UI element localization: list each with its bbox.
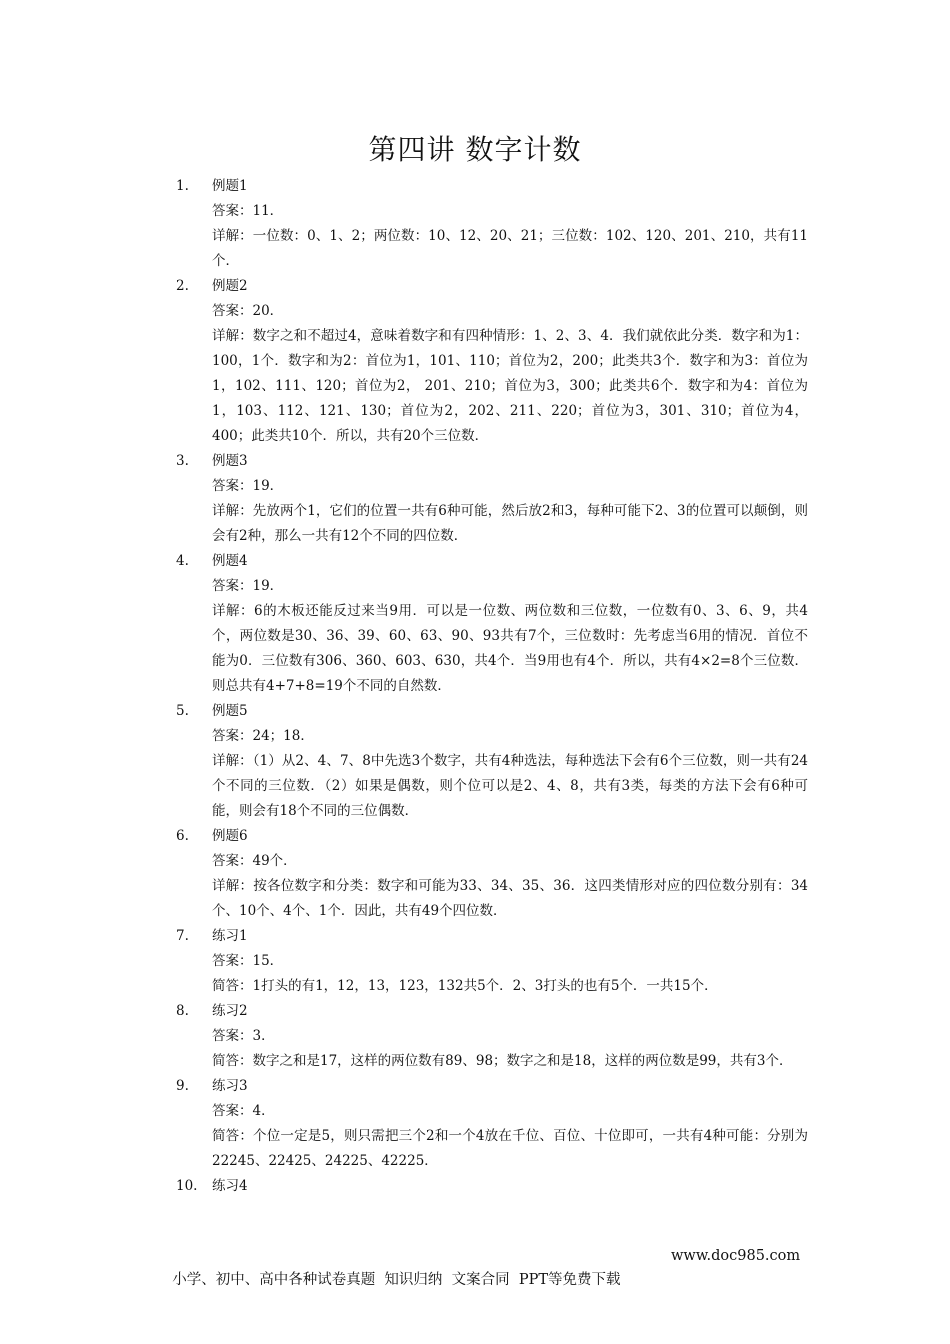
item-detail: 简答：1打头的有1，12，13，123，132共5个．2、3打头的也有5个．一共15个． [212, 978, 718, 994]
footer-text: 小学、初中、高中各种试卷真题 知识归纳 文案合同 PPT等免费下载 [172, 1272, 621, 1288]
list-item [0, 999, 950, 1074]
item-heading: 练习1 [212, 928, 248, 944]
item-detail: 详解：先放两个1，它们的位置一共有6种可能，然后放2和3，每种可能下2、3的位置可以颠倒，则会有2种，那么一共有12个不同的四位数． [212, 503, 808, 544]
item-number: 9. [176, 1078, 189, 1094]
item-number: 5. [176, 703, 189, 719]
item-answer: 答案：49个． [212, 853, 297, 869]
item-heading: 例题4 [212, 553, 248, 569]
item-number: 1. [176, 178, 189, 194]
item-number: 8. [176, 1003, 189, 1019]
list-item [0, 699, 950, 824]
item-detail: 详解：6的木板还能反过来当9用．可以是一位数、两位数和三位数，一位数有0、3、6、9，共4个，两位数是30、36、39、60、63、90、93共有7个，三位数时：先考虑当6用的情况．首位不能为0．三位数有306、360、603、630，共4个．当9用也有4个．所以，共有4×2=8个三位数．则总共有4+7+8=19个不同的自然数． [212, 603, 808, 694]
page-title: 第四讲 数字计数 [368, 133, 582, 166]
item-number: 10. [176, 1178, 198, 1194]
list-item [0, 1174, 950, 1199]
item-answer: 答案：19． [212, 578, 284, 594]
item-number: 4. [176, 553, 189, 569]
item-heading: 例题2 [212, 278, 248, 294]
item-heading: 例题3 [212, 453, 248, 469]
item-detail: 详解：一位数：0、1、2；两位数：10、12、20、21；三位数：102、120、201、210，共有11个． [212, 228, 808, 269]
item-number: 6. [176, 828, 189, 844]
item-detail: 简答：个位一定是5，则只需把三个2和一个4放在千位、百位、十位即可，一共有4种可能：分别为22245、22425、24225、42225． [212, 1128, 808, 1169]
item-heading: 练习3 [212, 1078, 248, 1094]
item-heading: 例题5 [212, 703, 248, 719]
item-answer: 答案：3． [212, 1028, 275, 1044]
item-answer: 答案：24；18． [212, 728, 314, 744]
item-answer: 答案：15． [212, 953, 284, 969]
footer-website-link[interactable]: www.doc985.com [671, 1248, 801, 1264]
item-answer: 答案：19． [212, 478, 284, 494]
item-detail: 详解：（1）从2、4、7、8中先选3个数字，共有4种选法，每种选法下会有6个三位数，则一共有24个不同的三位数．（2）如果是偶数，则个位可以是2、4、8，共有3类，每类的方法下会有6种可能，则会有18个不同的三位偶数． [212, 753, 808, 819]
item-number: 7. [176, 928, 189, 944]
item-detail: 详解：数字之和不超过4，意味着数字和有四种情形：1、2、3、4．我们就依此分类．数字和为1：100，1个．数字和为2：首位为1，101、110；首位为2，200；此类共3个．数字和为3：首位为1，102、111、120；首位为2， 201、210；首位为3，300；此类共6个．数字和为4：首位为1，103、112、121、130；首位为2，202、211、220；首位为3，301、310；首位为4，400；此类共10个．所以，共有20个三位数． [212, 328, 808, 444]
list-item [0, 174, 950, 274]
item-heading: 练习2 [212, 1003, 248, 1019]
item-detail: 简答：数字之和是17，这样的两位数有89、98；数字之和是18，这样的两位数是99，共有3个． [212, 1053, 793, 1069]
list-item [0, 274, 950, 449]
list-item [0, 1074, 950, 1174]
item-number: 2. [176, 278, 189, 294]
list-item [0, 549, 950, 699]
item-answer: 答案：4． [212, 1103, 275, 1119]
item-number: 3. [176, 453, 189, 469]
item-detail: 详解：按各位数字和分类：数字和可能为33、34、35、36．这四类情形对应的四位数分别有：34个、10个、4个、1个．因此，共有49个四位数． [212, 878, 808, 919]
list-item [0, 449, 950, 549]
item-heading: 例题6 [212, 828, 248, 844]
page-footer [163, 1244, 803, 1316]
item-answer: 答案：11． [212, 203, 284, 219]
answer-list [0, 174, 950, 1199]
list-item [0, 924, 950, 999]
item-heading: 练习4 [212, 1178, 248, 1194]
list-item [0, 824, 950, 924]
item-heading: 例题1 [212, 178, 248, 194]
item-answer: 答案：20． [212, 303, 284, 319]
